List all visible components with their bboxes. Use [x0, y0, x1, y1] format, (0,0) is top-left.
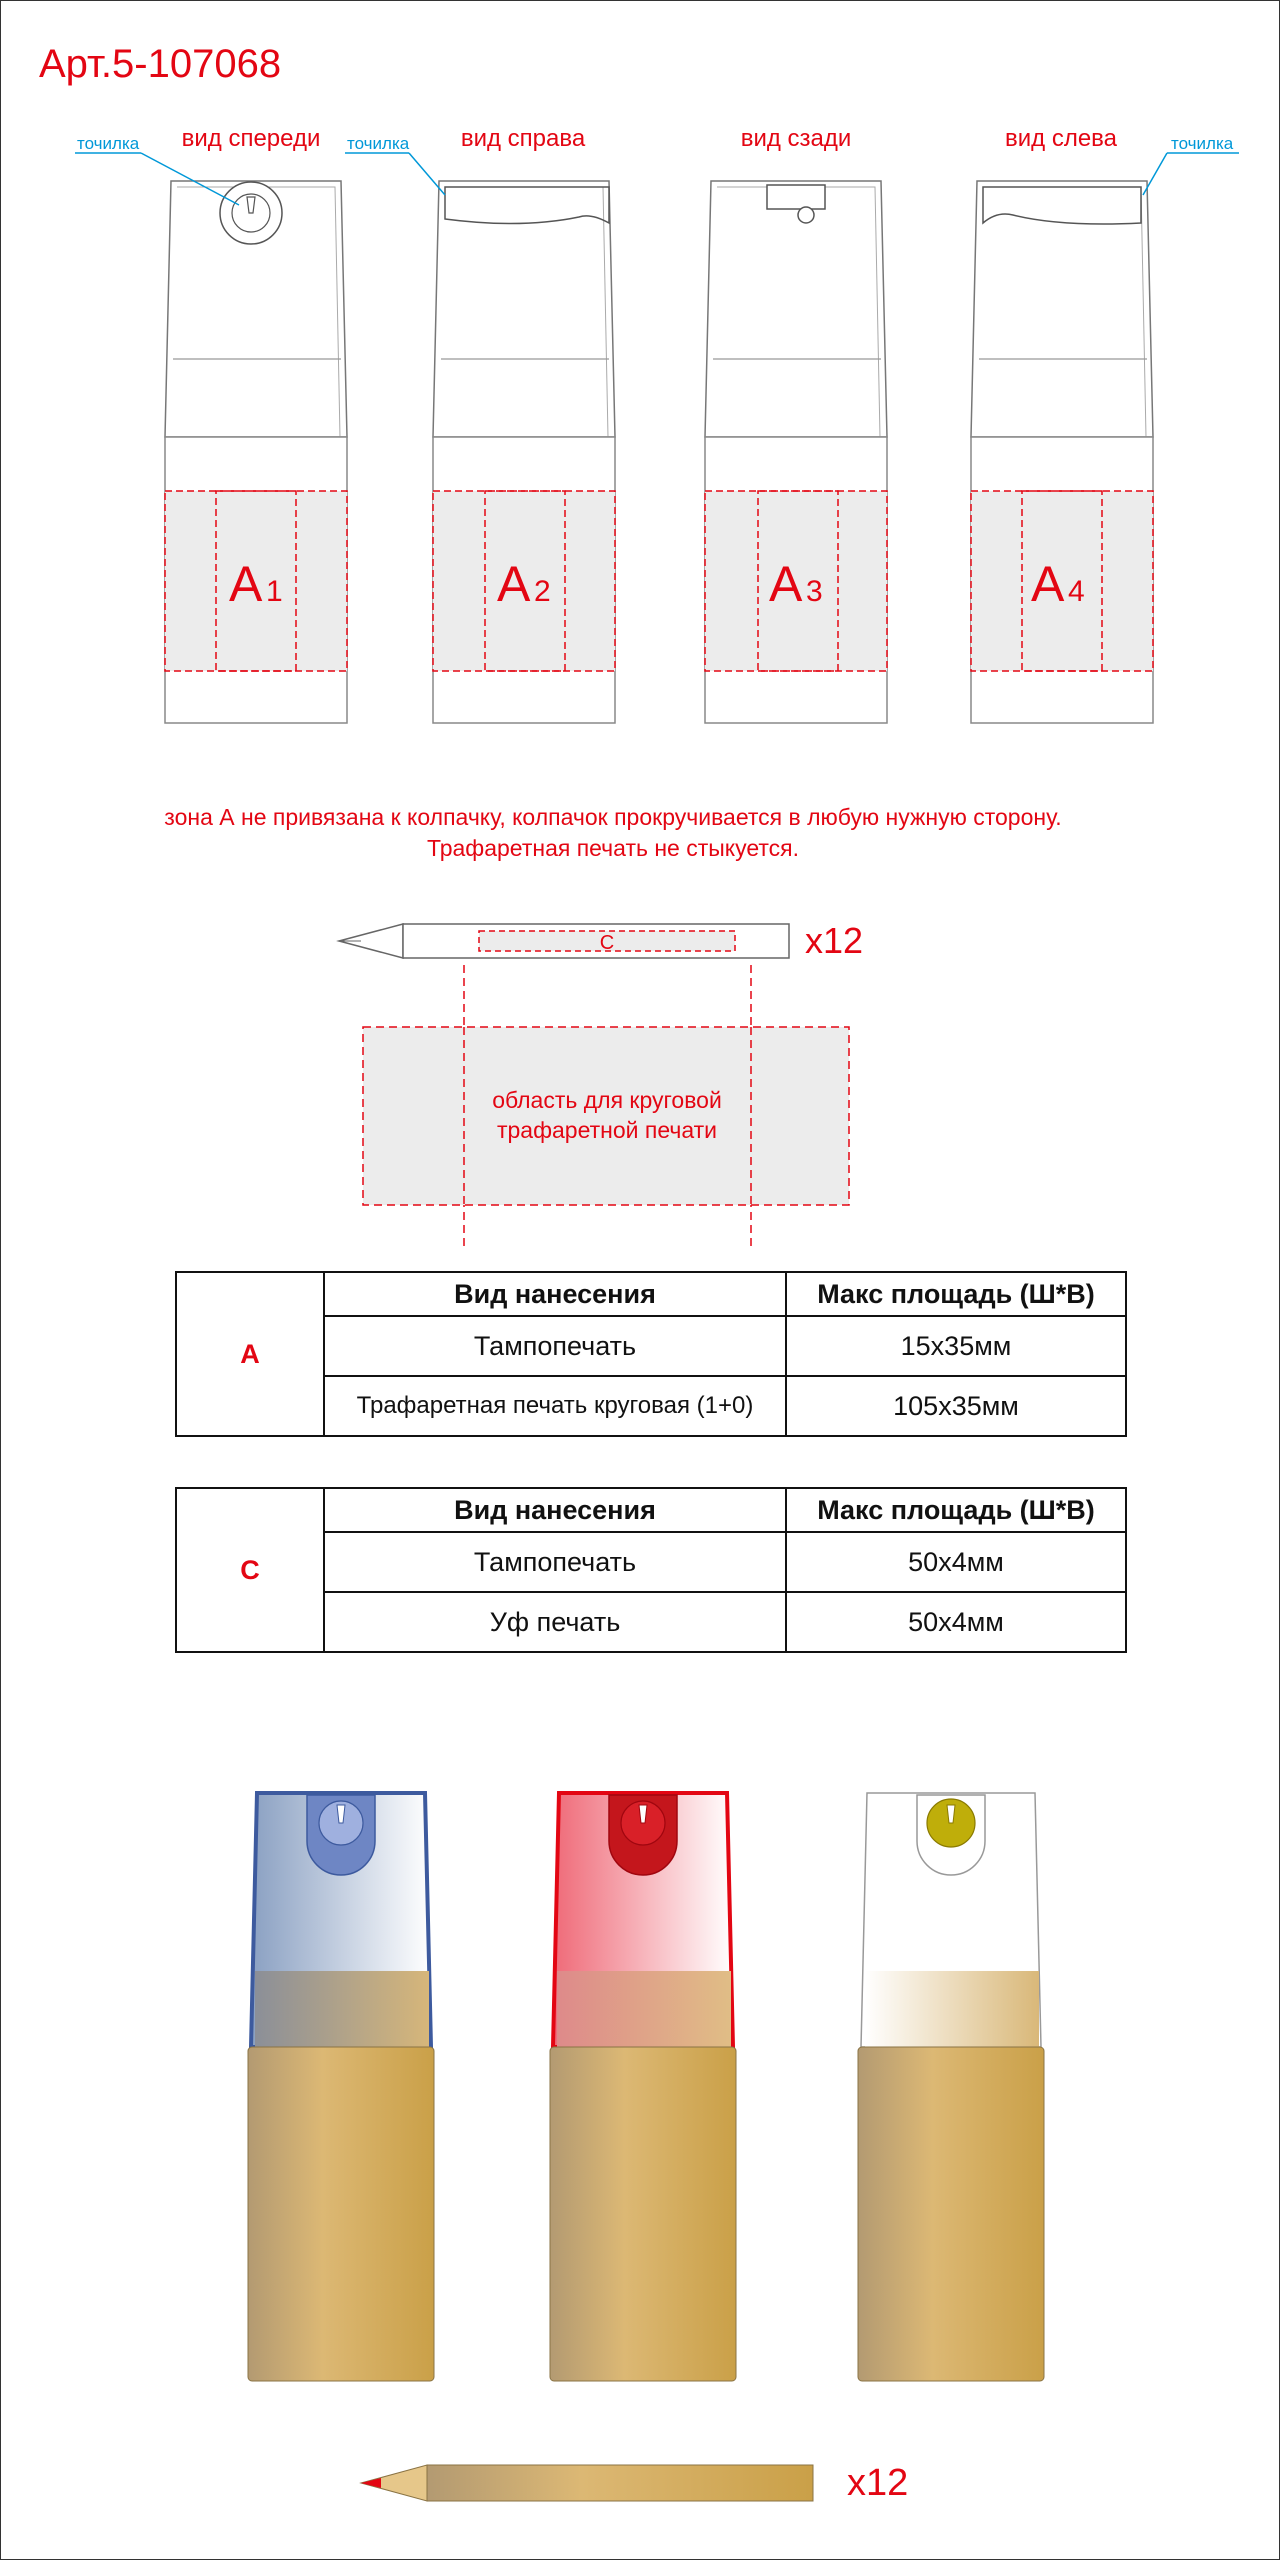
table-a-header-area: Макс площадь (Ш*В)	[786, 1272, 1126, 1316]
cap-outline	[705, 181, 887, 437]
table-c-header-method: Вид нанесения	[324, 1488, 786, 1532]
zone-a3-index: 3	[806, 575, 823, 608]
table-c-row2-area: 50x4мм	[786, 1592, 1126, 1652]
wrap-print-zone	[363, 1027, 849, 1205]
view-left	[971, 125, 1239, 723]
color-variant-blue	[248, 1793, 434, 2381]
tube-kraft	[248, 2047, 434, 2381]
table-a-letter: A	[176, 1272, 324, 1436]
zone-a2-index: 2	[534, 575, 551, 608]
wrap-print-area	[363, 965, 849, 1251]
callout-line	[141, 153, 239, 205]
view-front	[75, 125, 347, 723]
table-c-row1-method: Тампопечать	[324, 1532, 786, 1592]
cap-inner-line	[711, 187, 880, 437]
zone-c-letter: C	[599, 932, 615, 954]
cap-outline	[971, 181, 1153, 437]
clip-icon	[767, 185, 825, 209]
sharpener-blade	[337, 1805, 345, 1823]
cap-window	[557, 1971, 731, 2047]
cap-inner-line	[439, 187, 608, 437]
tube-kraft	[858, 2047, 1044, 2381]
note-line-1: зона А не привязана к колпачку, колпачок прокручивается в любую нужную сторону.	[164, 804, 1062, 830]
zone-a4-letter: A	[1031, 556, 1065, 612]
spec-table-c	[175, 1487, 1127, 1653]
view-front-label: вид спереди	[181, 125, 321, 152]
cap-outline	[433, 181, 615, 437]
pencil-lead	[361, 2478, 381, 2488]
wrap-area-line-2: трафаретной печати	[496, 1117, 718, 1143]
color-variant-red	[550, 1793, 736, 2381]
table-a-header-method: Вид нанесения	[324, 1272, 786, 1316]
zone-a3-letter: A	[769, 556, 803, 612]
clip-hole	[798, 207, 814, 223]
callout-line	[1143, 153, 1167, 195]
view-back	[705, 125, 887, 723]
zone-a1-letter: A	[229, 556, 263, 612]
table-a-row1-area: 15x35мм	[786, 1316, 1126, 1376]
sharpener-side-icon	[445, 187, 609, 224]
view-left-label: вид слева	[1004, 125, 1118, 152]
article-title: Арт.5-107068	[39, 42, 282, 86]
sharpener-blade	[639, 1805, 647, 1823]
view-right	[345, 125, 615, 723]
colored-pencil	[361, 2462, 908, 2504]
table-c-letter: C	[176, 1488, 324, 1652]
pencil-quantity: x12	[805, 920, 864, 961]
pencil-diagram	[339, 920, 863, 961]
zone-a4-index: 4	[1068, 575, 1085, 608]
zone-a2-letter: A	[497, 556, 531, 612]
sharpener-callout-front: точилка	[77, 134, 140, 153]
cap-window	[865, 1971, 1039, 2047]
table-a-row1-method: Тампопечать	[324, 1316, 786, 1376]
table-c-row2-method: Уф печать	[324, 1592, 786, 1652]
note-line-2: Трафаретная печать не стыкуется.	[426, 835, 800, 861]
pencil-body	[427, 2465, 813, 2501]
sharpener-side-icon	[983, 187, 1141, 224]
cap-window	[255, 1971, 429, 2047]
table-a-row2-method: Трафаретная печать круговая (1+0)	[324, 1376, 786, 1436]
color-variant-yellow	[858, 1793, 1044, 2381]
table-c-header-area: Макс площадь (Ш*В)	[786, 1488, 1126, 1532]
callout-line	[409, 153, 445, 195]
sharpener-callout-right: точилка	[347, 134, 410, 153]
spec-table-a	[175, 1271, 1127, 1437]
view-right-label: вид справа	[460, 125, 586, 152]
tube-kraft	[550, 2047, 736, 2381]
table-c-row1-area: 50x4мм	[786, 1532, 1126, 1592]
view-back-label: вид сзади	[740, 125, 852, 152]
sharpener-callout-left: точилка	[1171, 134, 1234, 153]
wrap-area-line-1: область для круговой	[492, 1087, 722, 1113]
zone-a1-index: 1	[266, 575, 283, 608]
table-a-row2-area: 105x35мм	[786, 1376, 1126, 1436]
bottom-pencil-quantity: x12	[847, 2462, 909, 2504]
sharpener-blade	[947, 1805, 955, 1823]
